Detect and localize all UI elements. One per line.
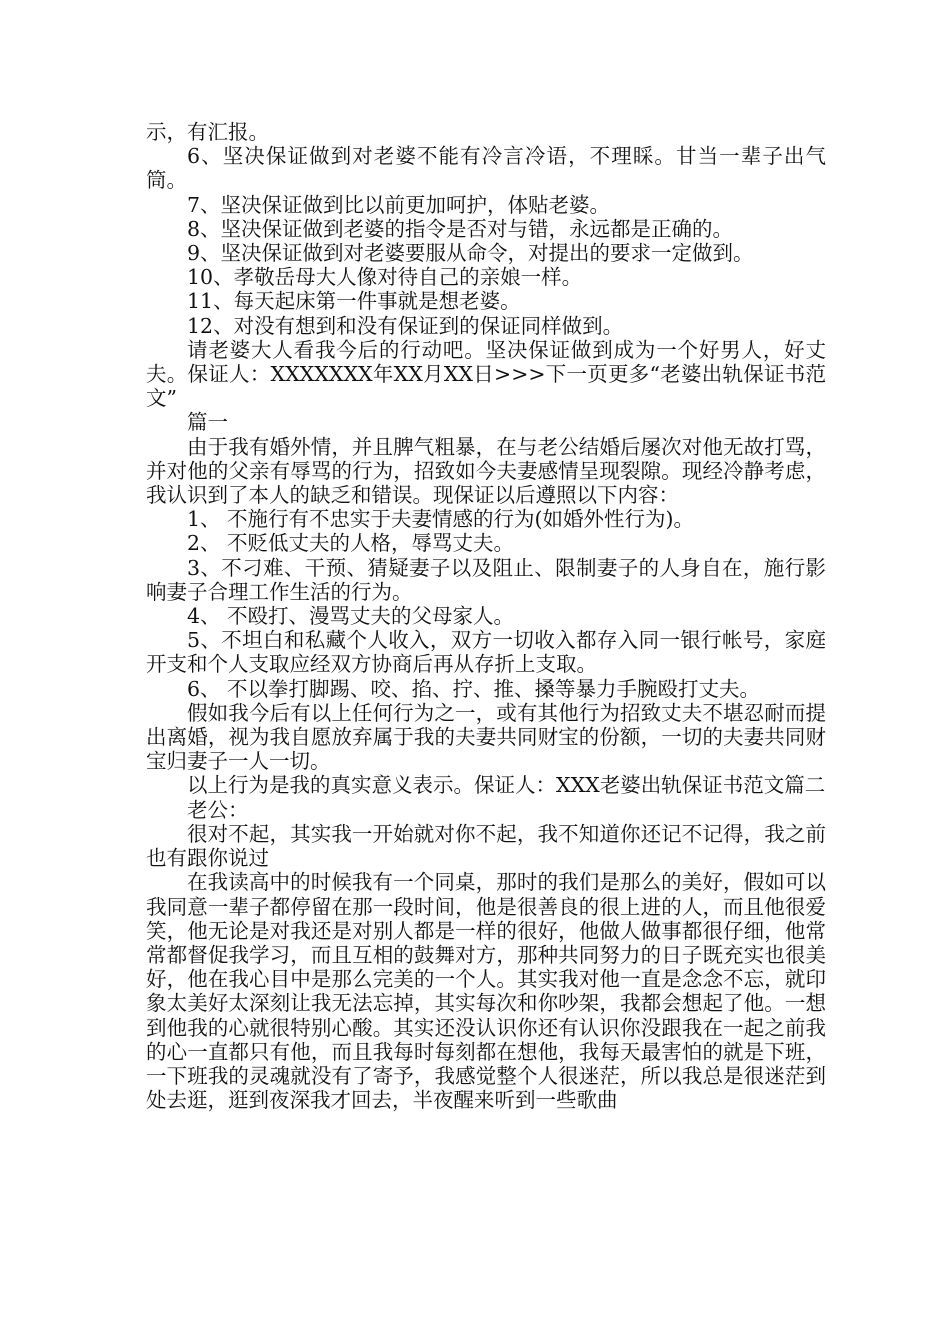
section-heading-part-one: 篇一: [187, 410, 228, 435]
pledge-item-3: 3、不刁难、干预、猜疑妻子以及阻止、限制妻子的人身自在，施行影响妻子合理工作生活的行为。: [146, 555, 826, 604]
pledge-item-4: 4、 不殴打、漫骂丈夫的父母家人。: [187, 604, 515, 629]
paragraph-closing-signature: 请老婆大人看我今后的行动吧。坚决保证做到成为一个好男人，好丈夫。保证人：XXXXXXX年XX月XX日>>>下一页更多“老婆出轨保证书范文”: [146, 337, 826, 411]
pledge-item-2: 2、 不贬低丈夫的人格，辱骂丈夫。: [187, 531, 515, 556]
paragraph-item-12: 12、对没有想到和没有保证到的保证同样做到。: [187, 313, 624, 338]
paragraph-item-6: 6、坚决保证做到对老婆不能有冷言冷语，不理睬。甘当一辈子出气筒。: [146, 144, 826, 193]
paragraph-item-10: 10、孝敬岳母大人像对待自己的亲娘一样。: [187, 265, 583, 290]
letter-paragraph-1: 很对不起，其实我一开始就对你不起，我不知道你还记不记得，我之前也有跟你说过: [146, 821, 826, 871]
paragraph-signature-part-two: 以上行为是我的真实意义表示。保证人：XXX老婆出轨保证书范文篇二: [187, 773, 826, 798]
pledge-item-1: 1、 不施行有不忠实于夫妻情感的行为(如婚外性行为)。: [187, 507, 695, 532]
document-body: [146, 120, 826, 1112]
paragraph-item-7: 7、坚决保证做到比以前更加呵护，体贴老婆。: [187, 192, 611, 217]
paragraph-item-9: 9、坚决保证做到对老婆要服从命令，对提出的要求一定做到。: [187, 241, 754, 266]
pledge-item-5: 5、不坦白和私藏个人收入，双方一切收入都存入同一银行帐号，家庭开支和个人支取应经双方协商后再从存折上支取。: [146, 628, 826, 677]
letter-paragraph-2: 在我读高中的时候我有一个同桌，那时的我们是那么的美好，假如可以我同意一辈子都停留在那一段时间，他是很善良的很上进的人，而且他很爱笑，他无论是对我还是对别人都是一样的很好，他做人做事都很仔细，他常常都督促我学习，而且互相的鼓舞对方，那种共同努力的日子既充实也很美好，他在我心目中是那么完美的一个人。其实我对他一直是念念不忘，就印象太美好太深刻让我无法忘掉，其实每次和你吵架，我都会想起了他。一想到他我的心就很特别心酸。其实还没认识你还有认识你没跟我在一起之前我的心一直都只有他，而且我每时每刻都在想他，我每天最害怕的就是下班，一下班我的灵魂就没有了寄予，我感觉整个人很迷茫，所以我总是很迷茫到处去逛，逛到夜深我才回去，半夜醒来听到一些歌曲: [146, 870, 826, 1113]
paragraph-item-8: 8、坚决保证做到老婆的指令是否对与错，永远都是正确的。: [187, 216, 734, 241]
paragraph-item-11: 11、每天起床第一件事就是想老婆。: [187, 289, 521, 314]
pledge-item-6: 6、 不以拳打脚踢、咬、掐、拧、推、搡等暴力手腕殴打丈夫。: [187, 676, 761, 701]
paragraph-intro: 由于我有婚外情，并且脾气粗暴，在与老公结婚后屡次对他无故打骂，并对他的父亲有辱骂的行为，招致如今夫妻感情呈现裂隙。现经冷静考虑，我认识到了本人的缺乏和错误。现保证以后遵照以下内容：: [146, 434, 826, 508]
paragraph-consequence: 假如我今后有以上任何行为之一，或有其他行为招致丈夫不堪忍耐而提出离婚，视为我自愿放弃属于我的夫妻共同财宝的份额，一切的夫妻共同财宝归妻子一人一切。: [146, 700, 826, 774]
paragraph-continuation: 示，有汇报。: [146, 120, 269, 144]
letter-salutation: 老公：: [187, 797, 249, 822]
